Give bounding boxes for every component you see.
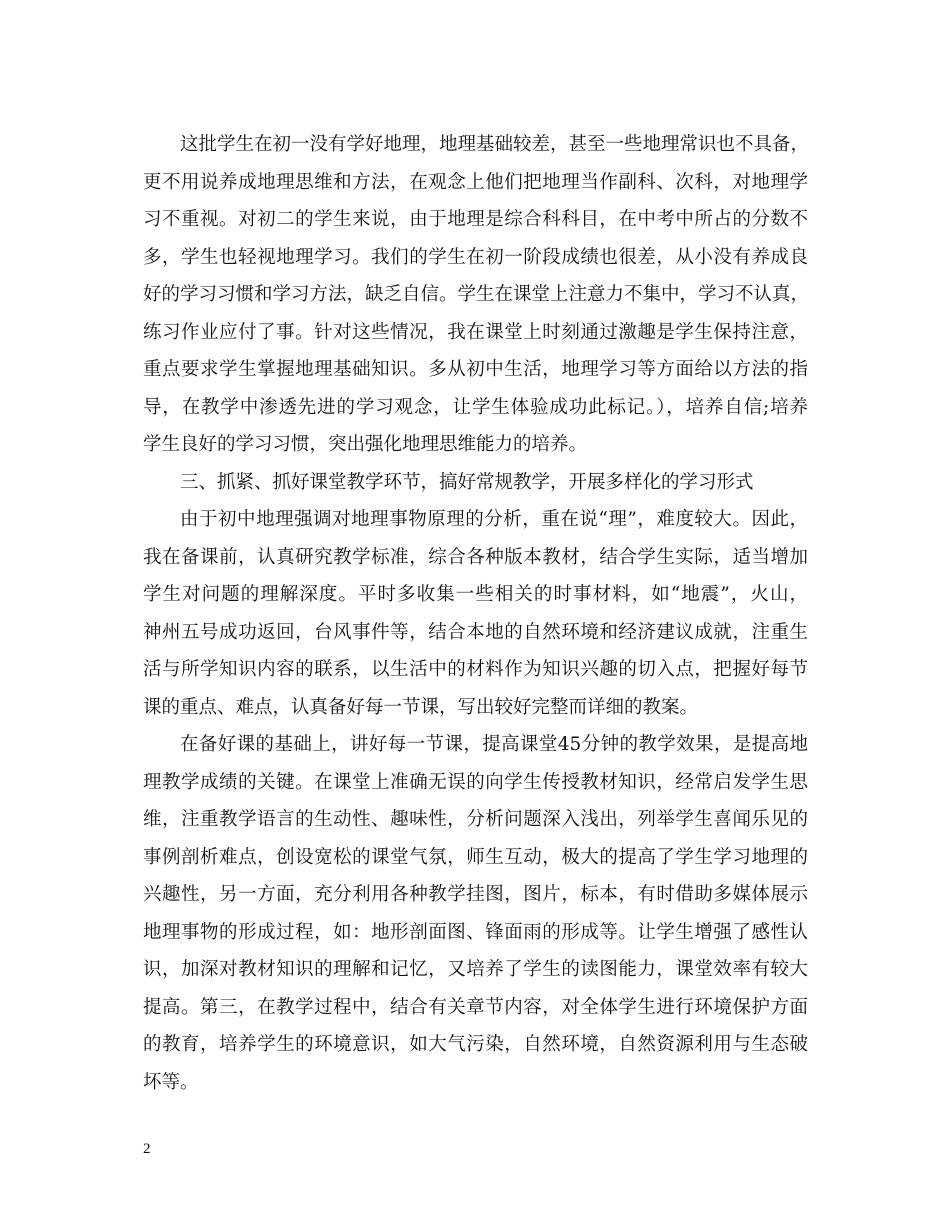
text-line: 好的学习习惯和学习方法，缺乏自信。学生在课堂上注意力不集中，学习不认真，	[143, 284, 810, 305]
text-line: 事例剖析难点，创设宽松的课堂气氛，师生互动，极大的提高了学生学习地理的	[143, 846, 808, 868]
text-line: 维，注重教学语言的生动性、趣味性，分析问题深入浅出，列举学生喜闻乐见的	[143, 809, 808, 830]
text-line: 地理事物的形成过程，如：地形剖面图、锋面雨的形成等。让学生增强了感性认	[143, 921, 808, 943]
text-line: 的教育，培养学生的环境意识，如大气污染，自然环境，自然资源利用与生态破	[143, 1034, 808, 1055]
text-line: 由于初中地理强调对地理事物原理的分析，重在说“理”，难度较大。因此，	[180, 509, 808, 530]
text-line: 识，加深对教材知识的理解和记忆，又培养了学生的读图能力，课堂效率有较大	[143, 959, 808, 980]
text-line: 更不用说养成地理思维和方法，在观念上他们把地理当作副科、次科，对地理学	[143, 171, 808, 193]
page-number: 2	[143, 1141, 151, 1157]
text-line: 神州五号成功返回，台风事件等，结合本地的自然环境和经济建议成就，注重生	[143, 621, 808, 643]
text-line: 活与所学知识内容的联系，以生活中的材料作为知识兴趣的切入点，把握好每节	[143, 659, 808, 680]
text-line: 学生良好的学习习惯，突出强化地理思维能力的培养。	[143, 434, 588, 455]
text-line: 我在备课前，认真研究教学标准，综合各种版本教材，结合学生实际，适当增加	[143, 546, 808, 568]
section-heading: 三、抓紧、抓好课堂教学环节，搞好常规教学，开展多样化的学习形式	[180, 471, 754, 493]
text-line: 多，学生也轻视地理学习。我们的学生在初一阶段成绩也很差，从小没有养成良	[143, 246, 808, 268]
text-line: 习不重视。对初二的学生来说，由于地理是综合科科目，在中考中所占的分数不	[143, 209, 808, 230]
text-line: 这批学生在初一没有学好地理，地理基础较差，甚至一些地理常识也不具备，	[180, 134, 810, 155]
text-line: 兴趣性，另一方面，充分利用各种教学挂图，图片，标本，有时借助多媒体展示	[143, 884, 808, 905]
text-line: 练习作业应付了事。针对这些情况，我在课堂上时刻通过激趣是学生保持注意，	[143, 321, 808, 343]
text-line: 坏等。	[143, 1071, 199, 1093]
text-line: 在备好课的基础上，讲好每一节课，提高课堂45分钟的教学效果，是提高地	[180, 734, 808, 755]
text-line: 导，在教学中渗透先进的学习观念，让学生体验成功此标记。），培养自信;培养	[143, 396, 808, 418]
text-line: 学生对问题的理解深度。平时多收集一些相关的时事材料，如“地震”，火山，	[143, 584, 808, 605]
text-line: 理教学成绩的关键。在课堂上准确无误的向学生传授教材知识，经常启发学生思	[143, 771, 808, 793]
text-line: 课的重点、难点，认真备好每一节课，写出较好完整而详细的教案。	[143, 696, 699, 718]
body-text	[143, 126, 808, 1101]
text-line: 重点要求学生掌握地理基础知识。多从初中生活，地理学习等方面给以方法的指	[143, 359, 808, 380]
text-line: 提高。第三，在教学过程中，结合有关章节内容，对全体学生进行环境保护方面	[143, 996, 808, 1018]
